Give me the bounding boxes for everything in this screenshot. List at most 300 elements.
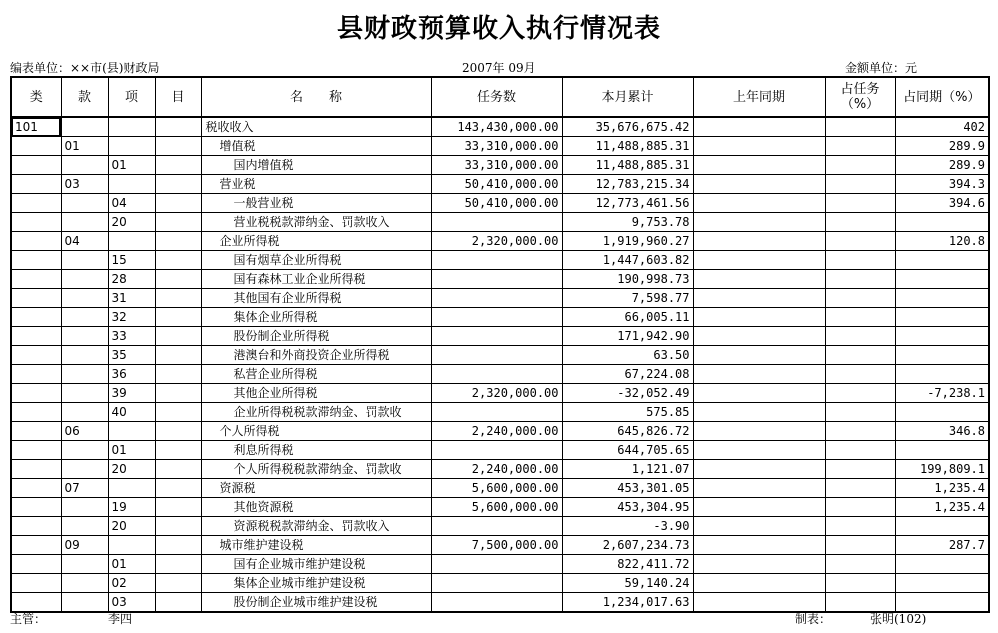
cell-mu[interactable]	[155, 479, 201, 498]
cell-month-total[interactable]: 190,998.73	[562, 270, 693, 289]
cell-kuan[interactable]	[61, 498, 108, 517]
col-header-mu: 目	[155, 77, 201, 117]
cell-xiang[interactable]	[108, 536, 155, 555]
cell-name[interactable]: 营业税	[201, 175, 431, 194]
cell-month-total[interactable]: 63.50	[562, 346, 693, 365]
cell-pct-task[interactable]	[825, 479, 895, 498]
cell-pct-task[interactable]	[825, 384, 895, 403]
cell-name[interactable]: 其他国有企业所得税	[201, 289, 431, 308]
cell-kuan[interactable]	[61, 213, 108, 232]
cell-month-total[interactable]: 11,488,885.31	[562, 156, 693, 175]
cell-prev-period[interactable]	[693, 574, 825, 593]
cell-pct-task[interactable]	[825, 175, 895, 194]
table-row	[11, 498, 989, 517]
cell-task[interactable]	[431, 441, 562, 460]
cell-mu[interactable]	[155, 536, 201, 555]
report-title: 县财政预算收入执行情况表	[336, 14, 661, 44]
cell-kuan[interactable]: 03	[61, 175, 108, 194]
cell-lei[interactable]	[11, 384, 61, 403]
cell-pct-task[interactable]	[825, 270, 895, 289]
cell-pct-prev[interactable]	[895, 213, 989, 232]
cell-mu[interactable]	[155, 251, 201, 270]
cell-xiang[interactable]: 28	[108, 270, 155, 289]
cell-task[interactable]: 2,240,000.00	[431, 422, 562, 441]
cell-xiang[interactable]: 04	[108, 194, 155, 213]
cell-mu[interactable]	[155, 346, 201, 365]
cell-kuan[interactable]	[61, 403, 108, 422]
table-row	[11, 270, 989, 289]
cell-xiang[interactable]	[108, 137, 155, 156]
cell-month-total[interactable]: 1,447,603.82	[562, 251, 693, 270]
cell-mu[interactable]	[155, 422, 201, 441]
cell-month-total[interactable]: 644,705.65	[562, 441, 693, 460]
cell-mu[interactable]	[155, 156, 201, 175]
cell-name[interactable]: 私营企业所得税	[201, 365, 431, 384]
cell-kuan[interactable]: 01	[61, 137, 108, 156]
cell-pct-task[interactable]	[825, 365, 895, 384]
col-header-prev-period: 上年同期	[693, 77, 825, 117]
cell-kuan[interactable]	[61, 289, 108, 308]
cell-name[interactable]: 企业所得税	[201, 232, 431, 251]
cell-lei[interactable]	[11, 460, 61, 479]
cell-xiang[interactable]	[108, 117, 155, 137]
cell-month-total[interactable]: 171,942.90	[562, 327, 693, 346]
cell-pct-task[interactable]	[825, 156, 895, 175]
cell-kuan[interactable]	[61, 460, 108, 479]
cell-name[interactable]: 国有森林工业企业所得税	[201, 270, 431, 289]
cell-prev-period[interactable]	[693, 251, 825, 270]
cell-xiang[interactable]: 02	[108, 574, 155, 593]
cell-lei[interactable]	[11, 498, 61, 517]
cell-lei[interactable]	[11, 441, 61, 460]
cell-xiang[interactable]: 20	[108, 517, 155, 536]
cell-prev-period[interactable]	[693, 422, 825, 441]
cell-pct-task[interactable]	[825, 346, 895, 365]
col-header-month-total: 本月累计	[562, 77, 693, 117]
cell-pct-prev[interactable]: 199,809.1	[895, 460, 989, 479]
compiling-unit: 编表单位：××市(县)财政局	[10, 61, 160, 75]
cell-task[interactable]	[431, 574, 562, 593]
cell-mu[interactable]	[155, 593, 201, 613]
cell-lei[interactable]	[11, 137, 61, 156]
cell-task[interactable]: 33,310,000.00	[431, 137, 562, 156]
cell-prev-period[interactable]	[693, 441, 825, 460]
col-header-xiang: 项	[108, 77, 155, 117]
table-row	[11, 403, 989, 422]
cell-kuan[interactable]	[61, 441, 108, 460]
cell-month-total[interactable]: 35,676,675.42	[562, 117, 693, 137]
table-row	[11, 175, 989, 194]
cell-name[interactable]: 国内增值税	[201, 156, 431, 175]
cell-month-total[interactable]: 2,607,234.73	[562, 536, 693, 555]
cell-pct-prev[interactable]	[895, 289, 989, 308]
table-row	[11, 536, 989, 555]
table-row	[11, 251, 989, 270]
cell-pct-prev[interactable]	[895, 403, 989, 422]
col-header-lei: 类	[11, 77, 61, 117]
table-row	[11, 384, 989, 403]
preparer-name: 张明(102)	[870, 612, 927, 626]
cell-task[interactable]: 5,600,000.00	[431, 479, 562, 498]
table-row	[11, 137, 989, 156]
cell-task[interactable]	[431, 555, 562, 574]
cell-name[interactable]: 股份制企业城市维护建设税	[201, 593, 431, 613]
cell-lei[interactable]	[11, 422, 61, 441]
cell-xiang[interactable]	[108, 175, 155, 194]
cell-xiang[interactable]: 01	[108, 156, 155, 175]
col-header-task: 任务数	[431, 77, 562, 117]
cell-kuan[interactable]: 09	[61, 536, 108, 555]
cell-month-total[interactable]: 12,773,461.56	[562, 194, 693, 213]
cell-pct-task[interactable]	[825, 574, 895, 593]
cell-pct-prev[interactable]	[895, 308, 989, 327]
cell-prev-period[interactable]	[693, 156, 825, 175]
cell-month-total[interactable]: 12,783,215.34	[562, 175, 693, 194]
cell-xiang[interactable]: 20	[108, 460, 155, 479]
cell-xiang[interactable]	[108, 232, 155, 251]
amount-unit: 金额单位：元	[845, 61, 918, 75]
cell-task[interactable]: 143,430,000.00	[431, 117, 562, 137]
cell-month-total[interactable]: 7,598.77	[562, 289, 693, 308]
cell-task[interactable]: 33,310,000.00	[431, 156, 562, 175]
cell-month-total[interactable]: 645,826.72	[562, 422, 693, 441]
table-row	[11, 574, 989, 593]
cell-pct-prev[interactable]: 394.3	[895, 175, 989, 194]
cell-pct-prev[interactable]	[895, 517, 989, 536]
cell-name[interactable]: 资源税	[201, 479, 431, 498]
cell-task[interactable]	[431, 251, 562, 270]
supervisor-label: 主管：	[10, 612, 47, 626]
cell-prev-period[interactable]	[693, 137, 825, 156]
cell-mu[interactable]	[155, 574, 201, 593]
table-body	[11, 117, 989, 612]
cell-pct-prev[interactable]: 287.7	[895, 536, 989, 555]
cell-mu[interactable]	[155, 498, 201, 517]
cell-mu[interactable]	[155, 365, 201, 384]
cell-name[interactable]: 港澳台和外商投资企业所得税	[201, 346, 431, 365]
cell-kuan[interactable]	[61, 365, 108, 384]
cell-pct-task[interactable]	[825, 422, 895, 441]
cell-pct-prev[interactable]	[895, 327, 989, 346]
cell-lei[interactable]	[11, 536, 61, 555]
cell-task[interactable]	[431, 289, 562, 308]
cell-month-total[interactable]: 1,121.07	[562, 460, 693, 479]
cell-kuan[interactable]	[61, 251, 108, 270]
cell-pct-prev[interactable]: 1,235.4	[895, 479, 989, 498]
cell-mu[interactable]	[155, 384, 201, 403]
cell-xiang[interactable]	[108, 422, 155, 441]
col-header-pct-prev: 占同期（%）	[895, 77, 989, 117]
cell-kuan[interactable]	[61, 194, 108, 213]
cell-pct-prev[interactable]: -7,238.1	[895, 384, 989, 403]
cell-xiang[interactable]: 01	[108, 555, 155, 574]
cell-xiang[interactable]	[108, 479, 155, 498]
cell-pct-task[interactable]	[825, 536, 895, 555]
cell-lei[interactable]	[11, 403, 61, 422]
cell-mu[interactable]	[155, 117, 201, 137]
cell-pct-prev[interactable]	[895, 365, 989, 384]
cell-pct-task[interactable]	[825, 327, 895, 346]
cell-xiang[interactable]: 20	[108, 213, 155, 232]
cell-name[interactable]: 个人所得税	[201, 422, 431, 441]
cell-task[interactable]	[431, 365, 562, 384]
cell-lei[interactable]	[11, 517, 61, 536]
cell-prev-period[interactable]	[693, 517, 825, 536]
cell-pct-prev[interactable]	[895, 270, 989, 289]
cell-pct-prev[interactable]	[895, 251, 989, 270]
cell-task[interactable]: 5,600,000.00	[431, 498, 562, 517]
cell-lei[interactable]	[11, 232, 61, 251]
cell-prev-period[interactable]	[693, 555, 825, 574]
cell-month-total[interactable]: 67,224.08	[562, 365, 693, 384]
cell-xiang[interactable]: 39	[108, 384, 155, 403]
cell-month-total[interactable]: -3.90	[562, 517, 693, 536]
cell-xiang[interactable]: 40	[108, 403, 155, 422]
cell-lei[interactable]	[11, 156, 61, 175]
supervisor-name: 李四	[108, 612, 133, 626]
report-period: 2007年 09月	[462, 61, 536, 75]
cell-kuan[interactable]	[61, 574, 108, 593]
cell-xiang[interactable]: 19	[108, 498, 155, 517]
table-row	[11, 117, 989, 137]
cell-pct-prev[interactable]	[895, 574, 989, 593]
cell-month-total[interactable]: 453,304.95	[562, 498, 693, 517]
table-row	[11, 555, 989, 574]
cell-prev-period[interactable]	[693, 308, 825, 327]
cell-prev-period[interactable]	[693, 117, 825, 137]
cell-pct-task[interactable]	[825, 137, 895, 156]
cell-prev-period[interactable]	[693, 346, 825, 365]
table-row	[11, 308, 989, 327]
cell-prev-period[interactable]	[693, 384, 825, 403]
cell-task[interactable]	[431, 403, 562, 422]
cell-mu[interactable]	[155, 213, 201, 232]
cell-prev-period[interactable]	[693, 365, 825, 384]
cell-xiang[interactable]: 33	[108, 327, 155, 346]
cell-prev-period[interactable]	[693, 403, 825, 422]
cell-lei[interactable]	[11, 574, 61, 593]
cell-month-total[interactable]: 1,919,960.27	[562, 232, 693, 251]
cell-kuan[interactable]	[61, 117, 108, 137]
preparer-label: 制表：	[795, 612, 832, 626]
cell-task[interactable]: 7,500,000.00	[431, 536, 562, 555]
cell-pct-task[interactable]	[825, 289, 895, 308]
table-row	[11, 365, 989, 384]
table-row	[11, 517, 989, 536]
table-row	[11, 460, 989, 479]
cell-name[interactable]: 其他企业所得税	[201, 384, 431, 403]
cell-name[interactable]: 国有企业城市维护建设税	[201, 555, 431, 574]
table-row	[11, 289, 989, 308]
cell-prev-period[interactable]	[693, 175, 825, 194]
cell-lei[interactable]	[11, 213, 61, 232]
cell-name[interactable]: 一般营业税	[201, 194, 431, 213]
cell-name[interactable]: 城市维护建设税	[201, 536, 431, 555]
table-row	[11, 593, 989, 613]
cell-mu[interactable]	[155, 232, 201, 251]
cell-xiang[interactable]: 03	[108, 593, 155, 613]
cell-prev-period[interactable]	[693, 479, 825, 498]
cell-month-total[interactable]: 66,005.11	[562, 308, 693, 327]
table-row	[11, 441, 989, 460]
cell-lei[interactable]	[11, 175, 61, 194]
cell-mu[interactable]	[155, 289, 201, 308]
cell-mu[interactable]	[155, 308, 201, 327]
cell-month-total[interactable]: 59,140.24	[562, 574, 693, 593]
cell-pct-task[interactable]	[825, 460, 895, 479]
cell-name[interactable]: 资源税税款滞纳金、罚款收入	[201, 517, 431, 536]
cell-kuan[interactable]: 04	[61, 232, 108, 251]
cell-lei[interactable]	[11, 251, 61, 270]
cell-name[interactable]: 利息所得税	[201, 441, 431, 460]
cell-pct-task[interactable]	[825, 213, 895, 232]
cell-pct-prev[interactable]	[895, 555, 989, 574]
cell-mu[interactable]	[155, 194, 201, 213]
cell-kuan[interactable]: 07	[61, 479, 108, 498]
cell-prev-period[interactable]	[693, 270, 825, 289]
cell-lei[interactable]	[11, 308, 61, 327]
cell-kuan[interactable]	[61, 555, 108, 574]
cell-task[interactable]: 50,410,000.00	[431, 175, 562, 194]
cell-name[interactable]: 其他资源税	[201, 498, 431, 517]
cell-month-total[interactable]: 11,488,885.31	[562, 137, 693, 156]
cell-kuan[interactable]	[61, 156, 108, 175]
cell-pct-task[interactable]	[825, 441, 895, 460]
cell-pct-task[interactable]	[825, 117, 895, 137]
cell-month-total[interactable]: 9,753.78	[562, 213, 693, 232]
cell-prev-period[interactable]	[693, 194, 825, 213]
cell-task[interactable]	[431, 270, 562, 289]
cell-kuan[interactable]	[61, 593, 108, 613]
col-header-name: 名 称	[201, 77, 431, 117]
cell-name[interactable]: 增值税	[201, 137, 431, 156]
cell-prev-period[interactable]	[693, 232, 825, 251]
cell-kuan[interactable]	[61, 308, 108, 327]
cell-kuan[interactable]	[61, 346, 108, 365]
cell-prev-period[interactable]	[693, 498, 825, 517]
cell-name[interactable]: 国有烟草企业所得税	[201, 251, 431, 270]
cell-pct-task[interactable]	[825, 308, 895, 327]
cell-lei[interactable]	[11, 289, 61, 308]
cell-pct-prev[interactable]: 289.9	[895, 156, 989, 175]
cell-name[interactable]: 营业税税款滞纳金、罚款收入	[201, 213, 431, 232]
cell-lei[interactable]: 101	[11, 117, 61, 137]
cell-pct-task[interactable]	[825, 498, 895, 517]
cell-prev-period[interactable]	[693, 289, 825, 308]
cell-mu[interactable]	[155, 270, 201, 289]
cell-name[interactable]: 个人所得税税款滞纳金、罚款收	[201, 460, 431, 479]
cell-pct-prev[interactable]: 1,235.4	[895, 498, 989, 517]
cell-kuan[interactable]	[61, 270, 108, 289]
cell-pct-prev[interactable]: 120.8	[895, 232, 989, 251]
table-row	[11, 422, 989, 441]
table-row	[11, 327, 989, 346]
cell-pct-task[interactable]	[825, 517, 895, 536]
cell-task[interactable]	[431, 213, 562, 232]
cell-xiang[interactable]: 36	[108, 365, 155, 384]
table-row	[11, 346, 989, 365]
cell-pct-prev[interactable]: 402	[895, 117, 989, 137]
cell-mu[interactable]	[155, 175, 201, 194]
cell-pct-task[interactable]	[825, 232, 895, 251]
cell-mu[interactable]	[155, 555, 201, 574]
cell-month-total[interactable]: 822,411.72	[562, 555, 693, 574]
cell-task[interactable]: 2,240,000.00	[431, 460, 562, 479]
table-row	[11, 213, 989, 232]
cell-mu[interactable]	[155, 403, 201, 422]
cell-lei[interactable]	[11, 365, 61, 384]
cell-pct-prev[interactable]	[895, 441, 989, 460]
cell-prev-period[interactable]	[693, 536, 825, 555]
cell-lei[interactable]	[11, 194, 61, 213]
cell-pct-task[interactable]	[825, 251, 895, 270]
cell-xiang[interactable]: 35	[108, 346, 155, 365]
cell-task[interactable]: 2,320,000.00	[431, 384, 562, 403]
cell-month-total[interactable]: 1,234,017.63	[562, 593, 693, 613]
cell-pct-task[interactable]	[825, 194, 895, 213]
cell-lei[interactable]	[11, 327, 61, 346]
cell-xiang[interactable]: 31	[108, 289, 155, 308]
cell-pct-task[interactable]	[825, 403, 895, 422]
cell-xiang[interactable]: 01	[108, 441, 155, 460]
col-header-pct-task: 占任务（%）	[825, 77, 895, 117]
cell-task[interactable]	[431, 517, 562, 536]
cell-mu[interactable]	[155, 460, 201, 479]
cell-prev-period[interactable]	[693, 327, 825, 346]
header-row	[11, 77, 989, 117]
cell-task[interactable]: 2,320,000.00	[431, 232, 562, 251]
cell-task[interactable]	[431, 346, 562, 365]
budget-table	[10, 76, 990, 613]
cell-xiang[interactable]: 32	[108, 308, 155, 327]
cell-task[interactable]	[431, 327, 562, 346]
cell-kuan[interactable]: 06	[61, 422, 108, 441]
cell-mu[interactable]	[155, 441, 201, 460]
cell-pct-prev[interactable]: 289.9	[895, 137, 989, 156]
cell-lei[interactable]	[11, 346, 61, 365]
cell-name[interactable]: 税收收入	[201, 117, 431, 137]
col-header-kuan: 款	[61, 77, 108, 117]
cell-mu[interactable]	[155, 327, 201, 346]
cell-pct-task[interactable]	[825, 555, 895, 574]
cell-month-total[interactable]: 453,301.05	[562, 479, 693, 498]
cell-kuan[interactable]	[61, 384, 108, 403]
cell-name[interactable]: 企业所得税税款滞纳金、罚款收	[201, 403, 431, 422]
cell-month-total[interactable]: 575.85	[562, 403, 693, 422]
cell-lei[interactable]	[11, 479, 61, 498]
cell-prev-period[interactable]	[693, 213, 825, 232]
cell-task[interactable]	[431, 593, 562, 613]
cell-lei[interactable]	[11, 270, 61, 289]
cell-prev-period[interactable]	[693, 460, 825, 479]
cell-pct-prev[interactable]: 394.6	[895, 194, 989, 213]
cell-name[interactable]: 集体企业城市维护建设税	[201, 574, 431, 593]
cell-pct-prev[interactable]: 346.8	[895, 422, 989, 441]
cell-kuan[interactable]	[61, 327, 108, 346]
cell-name[interactable]: 股份制企业所得税	[201, 327, 431, 346]
cell-month-total[interactable]: -32,052.49	[562, 384, 693, 403]
cell-pct-prev[interactable]	[895, 346, 989, 365]
table-row	[11, 479, 989, 498]
cell-task[interactable]: 50,410,000.00	[431, 194, 562, 213]
cell-task[interactable]	[431, 308, 562, 327]
cell-mu[interactable]	[155, 137, 201, 156]
cell-lei[interactable]	[11, 555, 61, 574]
cell-name[interactable]: 集体企业所得税	[201, 308, 431, 327]
cell-mu[interactable]	[155, 517, 201, 536]
cell-kuan[interactable]	[61, 517, 108, 536]
cell-xiang[interactable]: 15	[108, 251, 155, 270]
